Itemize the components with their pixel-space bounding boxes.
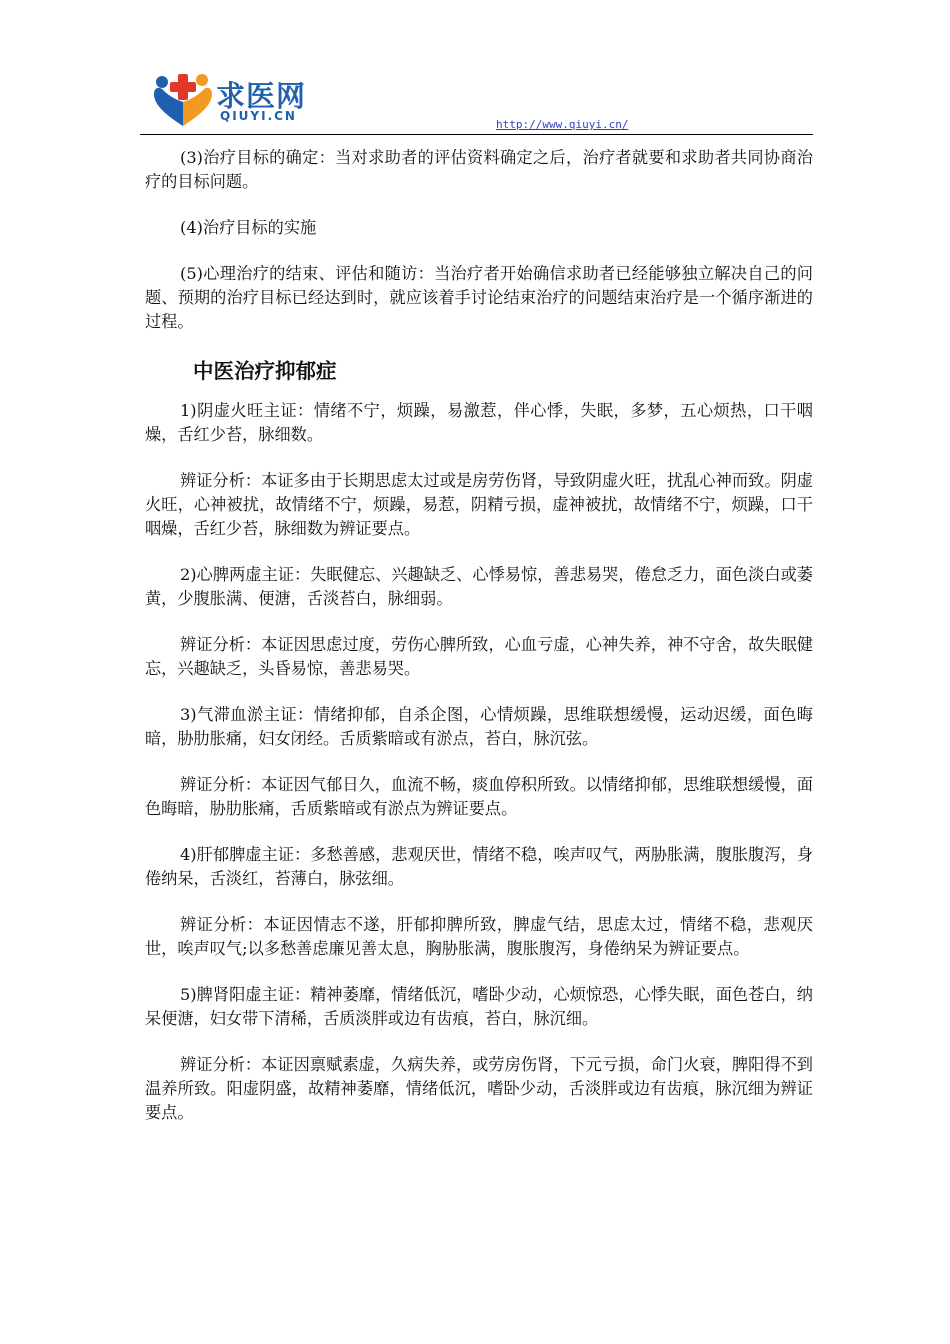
- qiuyi-logo[interactable]: [150, 68, 330, 130]
- document-body: [145, 146, 813, 1147]
- paragraph-spleen-kidney-symptoms: 5)脾肾阳虚主证：精神萎靡，情绪低沉，嗜卧少动，心烦惊恐，心悸失眠，面色苍白，纳呆便溏，妇女带下清稀，舌质淡胖或边有齿痕，苔白，脉沉细。: [145, 985, 813, 1028]
- paragraph-qi-blood-stasis-analysis: 辨证分析：本证因气郁日久，血流不畅，痰血停积所致。以情绪抑郁，思维联想缓慢，面色晦暗，胁肋胀痛，舌质紫暗或有淤点为辨证要点。: [145, 775, 813, 818]
- paragraph-yin-deficiency-symptoms: 1)阴虚火旺主证：情绪不宁，烦躁，易激惹，伴心悸，失眠，多梦，五心烦热，口干咽燥，舌红少苔，脉细数。: [145, 401, 813, 444]
- paragraph-goal-setting: (3)治疗目标的确定：当对求助者的评估资料确定之后，治疗者就要和求助者共同协商治疗的目标问题。: [145, 148, 813, 191]
- paragraph-heart-spleen-symptoms: 2)心脾两虚主证：失眠健忘、兴趣缺乏、心悸易惊，善悲易哭，倦怠乏力，面色淡白或萎黄，少腹胀满、便溏，舌淡苔白，脉细弱。: [145, 565, 813, 608]
- paragraph-yin-deficiency-analysis: 辨证分析：本证多由于长期思虑太过或是房劳伤肾，导致阴虚火旺，扰乱心神而致。阴虚火旺，心神被扰，故情绪不宁，烦躁，易惹，阴精亏损，虚神被扰，故情绪不宁，烦躁，口干咽燥，舌红少苔，脉细数为辨证要点。: [145, 471, 813, 538]
- paragraph-heart-spleen-analysis: 辨证分析：本证因思虑过度，劳伤心脾所致，心血亏虚，心神失养，神不守舍，故失眠健忘，兴趣缺乏，头昏易惊，善悲易哭。: [145, 635, 813, 678]
- page-header: [0, 0, 950, 140]
- paragraph-spleen-kidney-analysis: 辨证分析：本证因禀赋素虚，久病失养，或劳房伤肾，下元亏损，命门火衰，脾阳得不到温养所致。阳虚阴盛，故精神萎靡，情绪低沉，嗜卧少动，舌淡胖或边有齿痕，脉沉细为辨证要点。: [145, 1055, 813, 1122]
- paragraph-therapy-ending: (5)心理治疗的结束、评估和随访：当治疗者开始确信求助者已经能够独立解决自己的问题、预期的治疗目标已经达到时，就应该着手讨论结束治疗的问题结束治疗是一个循序渐进的过程。: [145, 264, 813, 331]
- paragraph-liver-spleen-analysis: 辨证分析：本证因情志不遂，肝郁抑脾所致，脾虚气结，思虑太过，情绪不稳，悲观厌世，唉声叹气;以多愁善虑廉见善太息，胸胁胀满，腹胀腹泻，身倦纳呆为辨证要点。: [145, 915, 813, 958]
- site-url-link[interactable]: http://www.qiuyi.cn/: [496, 118, 629, 131]
- paragraph-liver-spleen-symptoms: 4)肝郁脾虚主证：多愁善感，悲观厌世，情绪不稳，唉声叹气，两胁胀满，腹胀腹泻，身倦纳呆，舌淡红，苔薄白，脉弦细。: [145, 845, 813, 888]
- logo-chinese-text: 求医网: [216, 79, 307, 113]
- paragraph-goal-implementation: (4)治疗目标的实施: [180, 218, 317, 237]
- paragraph-qi-blood-stasis-symptoms: 3)气滞血淤主证：情绪抑郁，自杀企图，心情烦躁，思维联想缓慢，运动迟缓，面色晦暗，胁肋胀痛，妇女闭经。舌质紫暗或有淤点，苔白，脉沉弦。: [145, 705, 813, 748]
- logo-english-text: QIUYI.CN: [220, 109, 297, 123]
- logo-heart-icon: [150, 68, 216, 130]
- section-heading: 中医治疗抑郁症: [193, 359, 337, 383]
- header-divider: [140, 134, 813, 135]
